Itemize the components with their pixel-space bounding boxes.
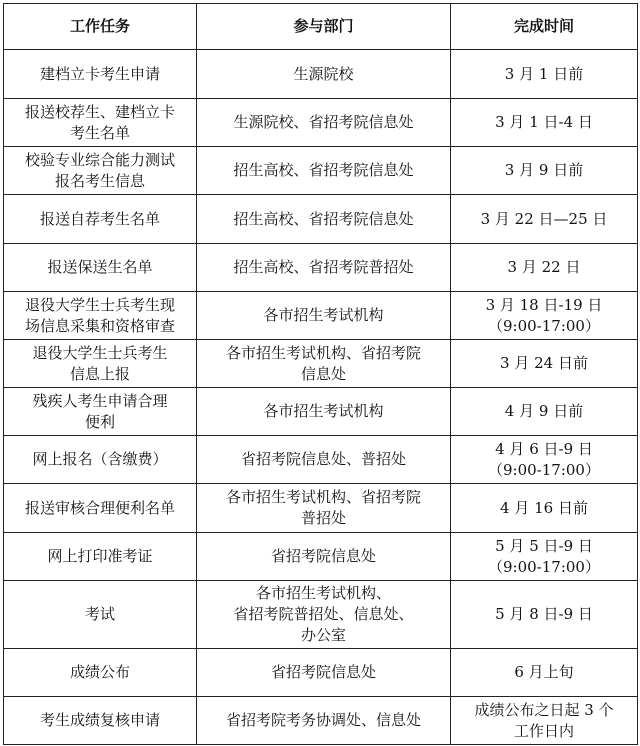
dept-cell: 招生高校、省招考院信息处 bbox=[197, 195, 451, 244]
dept-cell: 省招考院考务协调处、信息处 bbox=[197, 697, 451, 745]
task-cell: 报送审核合理便利名单 bbox=[4, 484, 197, 533]
time-cell: 4 月 6 日-9 日 （9:00-17:00） bbox=[451, 436, 638, 484]
time-cell: 4 月 9 日前 bbox=[451, 388, 638, 436]
table-row bbox=[4, 388, 638, 436]
table-row bbox=[4, 99, 638, 147]
table-row bbox=[4, 533, 638, 581]
dept-cell: 招生高校、省招考院普招处 bbox=[197, 244, 451, 292]
schedule-table bbox=[3, 3, 638, 745]
time-cell: 5 月 8 日-9 日 bbox=[451, 581, 638, 649]
time-cell: 成绩公布之日起 3 个 工作日内 bbox=[451, 697, 638, 745]
header-time: 完成时间 bbox=[451, 4, 638, 50]
header-task: 工作任务 bbox=[4, 4, 197, 50]
table-row bbox=[4, 340, 638, 388]
dept-cell: 各市招生考试机构、 省招考院普招处、信息处、 办公室 bbox=[197, 581, 451, 649]
time-cell: 5 月 5 日-9 日 （9:00-17:00） bbox=[451, 533, 638, 581]
dept-cell: 省招考院信息处 bbox=[197, 649, 451, 697]
dept-cell: 生源院校 bbox=[197, 50, 451, 99]
table-row bbox=[4, 50, 638, 99]
task-cell: 校验专业综合能力测试 报名考生信息 bbox=[4, 147, 197, 195]
time-cell: 3 月 1 日-4 日 bbox=[451, 99, 638, 147]
task-cell: 残疾人考生申请合理 便利 bbox=[4, 388, 197, 436]
dept-cell: 省招考院信息处、普招处 bbox=[197, 436, 451, 484]
task-cell: 退役大学生士兵考生 信息上报 bbox=[4, 340, 197, 388]
table-row bbox=[4, 649, 638, 697]
table-row bbox=[4, 195, 638, 244]
task-cell: 报送保送生名单 bbox=[4, 244, 197, 292]
time-cell: 3 月 22 日—25 日 bbox=[451, 195, 638, 244]
dept-cell: 省招考院信息处 bbox=[197, 533, 451, 581]
table-row bbox=[4, 436, 638, 484]
time-cell: 3 月 24 日前 bbox=[451, 340, 638, 388]
task-cell: 网上报名（含缴费） bbox=[4, 436, 197, 484]
time-cell: 3 月 9 日前 bbox=[451, 147, 638, 195]
header-dept: 参与部门 bbox=[197, 4, 451, 50]
task-cell: 建档立卡考生申请 bbox=[4, 50, 197, 99]
dept-cell: 各市招生考试机构、省招考院 信息处 bbox=[197, 340, 451, 388]
time-cell: 3 月 22 日 bbox=[451, 244, 638, 292]
time-cell: 4 月 16 日前 bbox=[451, 484, 638, 533]
dept-cell: 招生高校、省招考院信息处 bbox=[197, 147, 451, 195]
task-cell: 网上打印准考证 bbox=[4, 533, 197, 581]
header-row bbox=[4, 4, 638, 50]
dept-cell: 各市招生考试机构、省招考院 普招处 bbox=[197, 484, 451, 533]
time-cell: 6 月上旬 bbox=[451, 649, 638, 697]
dept-cell: 各市招生考试机构 bbox=[197, 292, 451, 340]
table-row bbox=[4, 697, 638, 745]
task-cell: 报送自荐考生名单 bbox=[4, 195, 197, 244]
task-cell: 考生成绩复核申请 bbox=[4, 697, 197, 745]
table-row bbox=[4, 292, 638, 340]
table-row bbox=[4, 581, 638, 649]
task-cell: 报送校荐生、建档立卡 考生名单 bbox=[4, 99, 197, 147]
time-cell: 3 月 18 日-19 日 （9:00-17:00） bbox=[451, 292, 638, 340]
task-cell: 考试 bbox=[4, 581, 197, 649]
table-row bbox=[4, 244, 638, 292]
table-row bbox=[4, 484, 638, 533]
task-cell: 退役大学生士兵考生现 场信息采集和资格审查 bbox=[4, 292, 197, 340]
table-row bbox=[4, 147, 638, 195]
task-cell: 成绩公布 bbox=[4, 649, 197, 697]
time-cell: 3 月 1 日前 bbox=[451, 50, 638, 99]
dept-cell: 各市招生考试机构 bbox=[197, 388, 451, 436]
dept-cell: 生源院校、省招考院信息处 bbox=[197, 99, 451, 147]
